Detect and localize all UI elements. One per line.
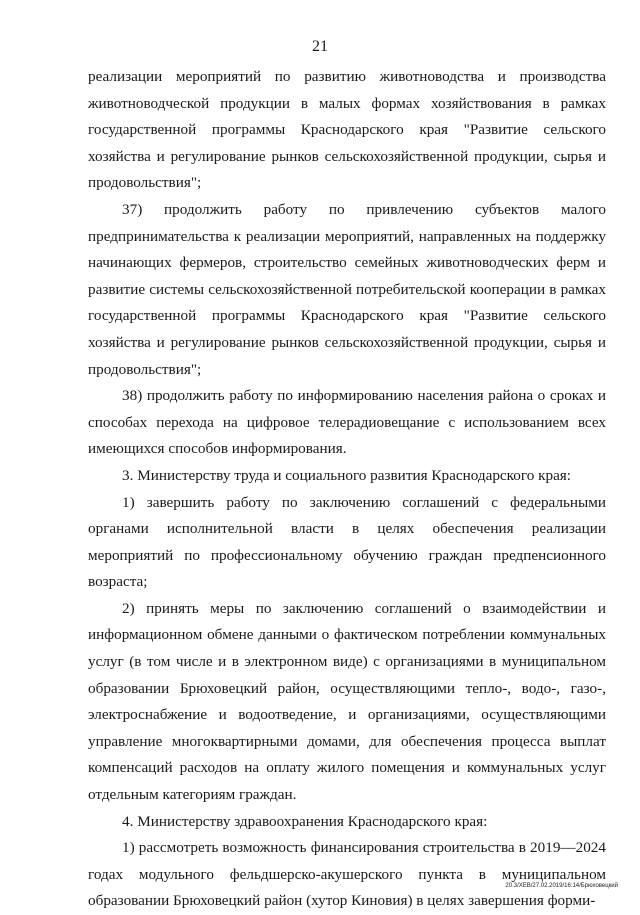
document-body [88, 64, 606, 915]
paragraph-labor-item-1: 1) завершить работу по заключению соглашений с федеральными органами исполнительной власти в целях обеспечения реализации мероприятий по профессиональному обучению граждан предпенсионного возраста; [88, 493, 606, 591]
paragraph-labor-item-2: 2) принять меры по заключению соглашений о взаимодействии и информационном обмене данными о фактическом потреблении коммунальных услуг (в том числе и в электронном виде) с организациями в муниципальном образовании Брюховецкий район, осуществляющими тепло-, водо-, газо-, электроснабжение и водоотведение, и организациями, осуществляющими управление многоквартирными домами, для обеспечения процесса выплат компенсаций расходов на оплату жилого помещения и коммунальных услуг отдельным категориям граждан. [88, 599, 606, 804]
page-number: 21 [312, 38, 328, 55]
section-heading-health-ministry: 4. Министерству здравоохранения Краснодарского края: [122, 812, 488, 830]
paragraph-item-37: 37) продолжить работу по привлечению субъектов малого предпринимательства к реализации мероприятий, направленных на поддержку начинающих фермеров, строительство семейных животноводческих ферм и развитие системы сельскохозяйственной потребительской кооперации в рамках государственной программы Краснодарского края "Развитие сельского хозяйства и регулирование рынков сельскохозяйственной продукции, сырья и продовольствия"; [88, 200, 606, 378]
paragraph-continuation: реализации мероприятий по развитию животноводства и производства животноводческой продукции в малых формах хозяйствования в рамках государственной программы Краснодарского края "Развитие сельского хозяйства и регулирование рынков сельскохозяйственной продукции, сырья и продовольствия"; [88, 68, 606, 192]
paragraph-health-item-1: 1) рассмотреть возможность финансирования строительства в 2019—2024 годах модульного фельдшерско-акушерского пункта в муниципальном образовании Брюховецкий район (хутор Киновия) в целях завершения форми- [88, 839, 606, 910]
section-heading-labor-ministry: 3. Министерству труда и социального развития Краснодарского края: [122, 466, 572, 484]
paragraph-item-38: 38) продолжить работу по информированию населения района о сроках и способах перехода на цифровое телерадиовещание с использованием всех имеющихся способов информирования. [88, 387, 606, 458]
document-footer-stamp: 20.3/ХЕВ/27.02.2019/16:14/Брюховецкий [505, 883, 618, 889]
